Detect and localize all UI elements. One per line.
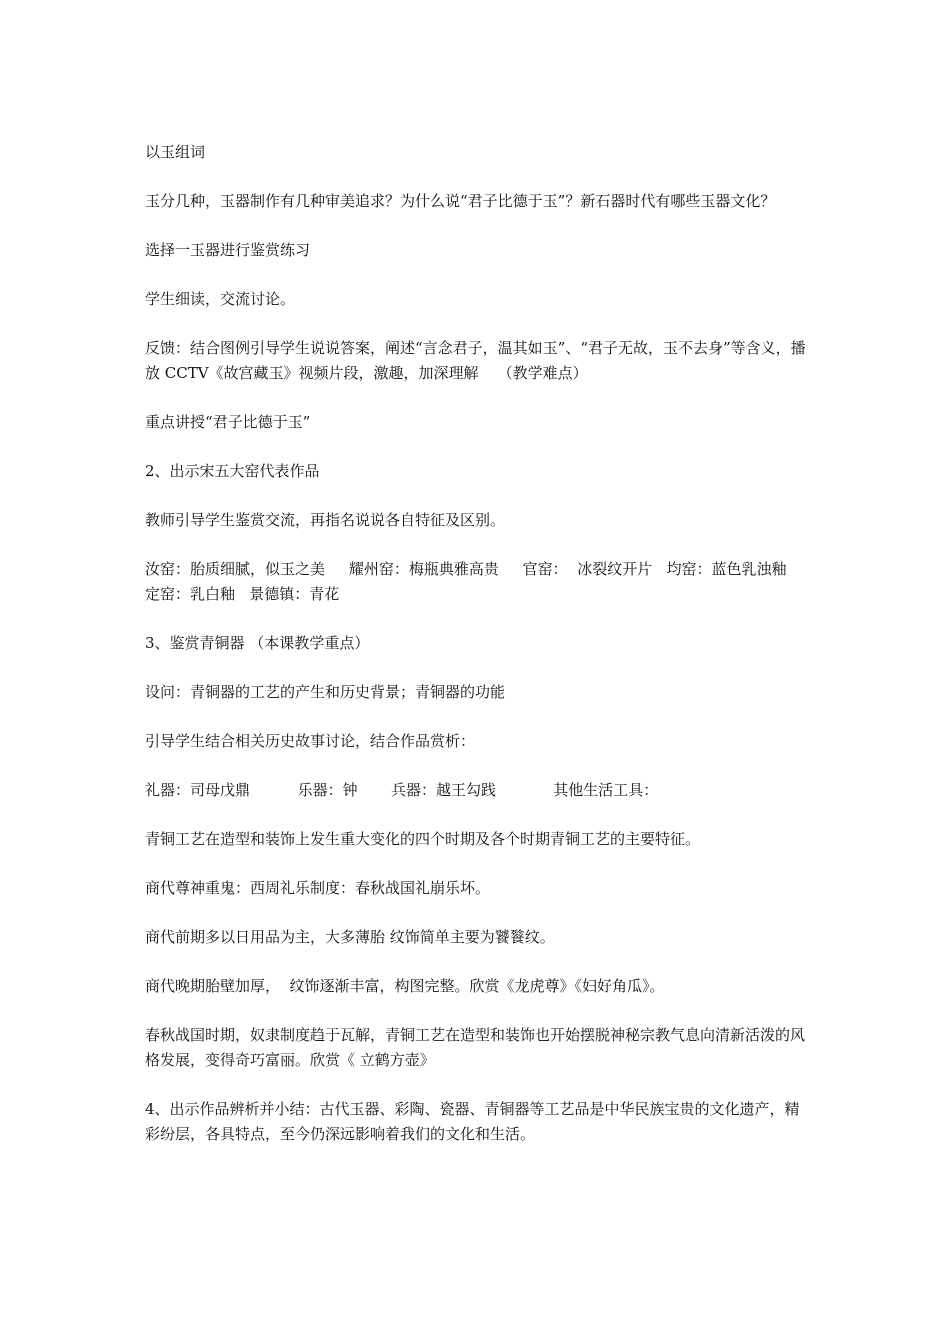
document-body	[145, 140, 810, 1171]
paragraph-kiln-features: 汝窑：胎质细腻，似玉之美 耀州窑：梅瓶典雅高贵 官窑： 冰裂纹开片 均窑：蓝色乳浊釉 定窑：乳白釉 景德镇：青花	[145, 560, 811, 603]
paragraph-spring-autumn: 春秋战国时期，奴隶制度趋于瓦解，青铜工艺在造型和装饰也开始摆脱神秘宗教气息向清新活泼的风格发展，变得奇巧富丽。欣赏《 立鹤方壶》	[145, 1026, 806, 1069]
paragraph-teacher-guide: 教师引导学生鉴赏交流，再指名说说各自特征及区别。	[145, 511, 506, 529]
paragraph-jade-word: 以玉组词	[145, 143, 206, 161]
paragraph-bronze-periods: 青铜工艺在造型和装饰上发生重大变化的四个时期及各个时期青铜工艺的主要特征。	[145, 830, 701, 848]
paragraph-early-shang: 商代前期多以日用品为主，大多薄胎 纹饰简单主要为饕餮纹。	[145, 928, 555, 946]
paragraph-bronze-heading: 3、鉴赏青铜器 （本课教学重点）	[145, 634, 370, 652]
paragraph-bronze-categories: 礼器：司母戊鼎 乐器：钟 兵器：越王勾践 其他生活工具：	[145, 781, 659, 799]
paragraph-dynasty-summary: 商代尊神重鬼：西周礼乐制度：春秋战国礼崩乐坏。	[145, 879, 491, 897]
paragraph-bronze-guide: 引导学生结合相关历史故事讨论，结合作品赏析：	[145, 732, 476, 750]
paragraph-jade-exercise: 选择一玉器进行鉴赏练习	[145, 241, 311, 259]
paragraph-key-point-jade: 重点讲授“君子比德于玉”	[145, 413, 311, 431]
paragraph-feedback: 反馈：结合图例引导学生说说答案，阐述“言念君子，温其如玉”、“君子无故，玉不去身”等含义，播放 CCTV《故宫藏玉》视频片段，激趣，加深理解 （教学难点）	[145, 339, 806, 382]
paragraph-jade-questions: 玉分几种，玉器制作有几种审美追求？为什么说“君子比德于玉”？新石器时代有哪些玉器文化？	[145, 192, 776, 210]
paragraph-song-kilns: 2、出示宋五大窑代表作品	[145, 462, 320, 480]
paragraph-late-shang: 商代晚期胎壁加厚， 纹饰逐渐丰富，构图完整。欣赏《龙虎尊》《妇好角瓜》。	[145, 977, 665, 995]
paragraph-student-discussion: 学生细读，交流讨论。	[145, 290, 296, 308]
paragraph-bronze-question: 设问：青铜器的工艺的产生和历史背景；青铜器的功能	[145, 683, 506, 701]
paragraph-summary: 4、出示作品辨析并小结：古代玉器、彩陶、瓷器、青铜器等工艺品是中华民族宝贵的文化遗产，精彩纷层，各具特点，至今仍深远影响着我们的文化和生活。	[145, 1100, 800, 1143]
